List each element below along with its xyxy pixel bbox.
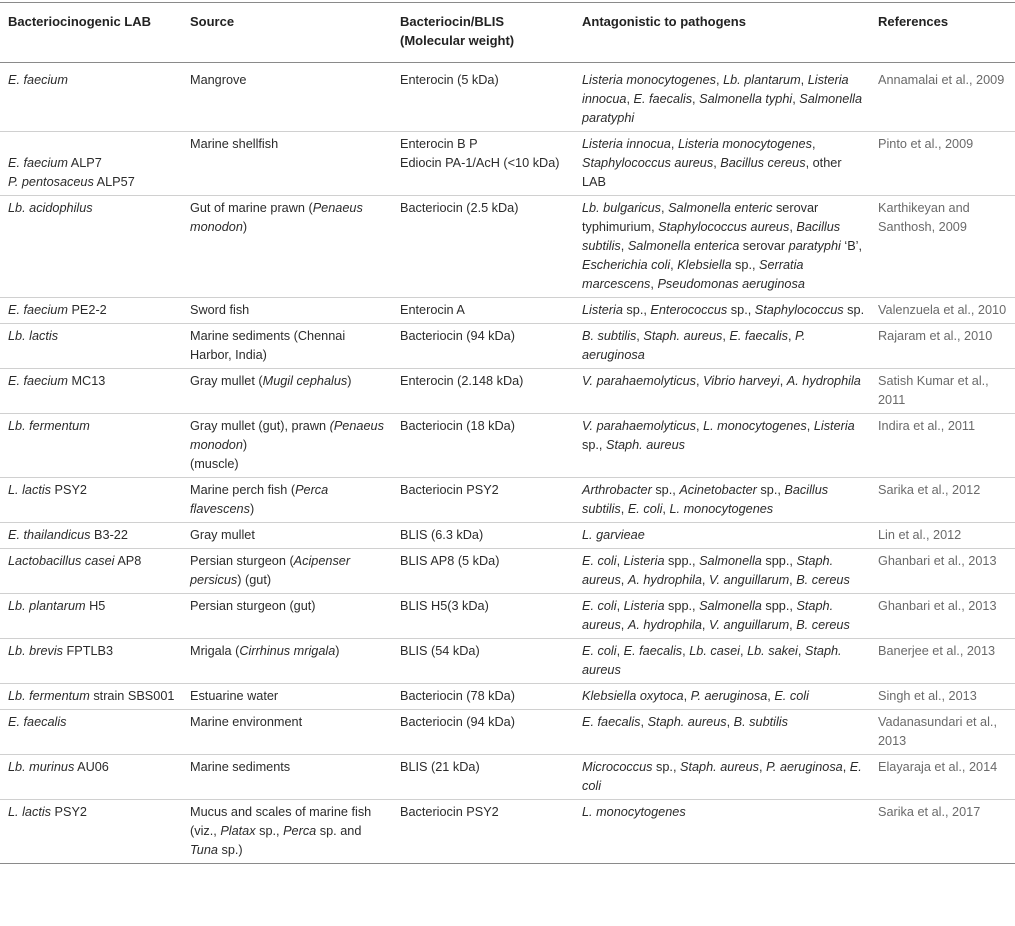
cell-lab: Lb. lactis: [8, 329, 59, 343]
cell-lab: Lactobacillus casei AP8: [8, 554, 142, 568]
cell-reference: Lin et al., 2012: [878, 528, 962, 542]
cell-reference: Sarika et al., 2012: [878, 483, 981, 497]
cell-lab: Lb. fermentum: [8, 419, 90, 433]
cell-reference: Pinto et al., 2009: [878, 137, 974, 151]
cell-source: Sword fish: [190, 303, 250, 317]
cell-pathogens: Micrococcus sp., Staph. aureus, P. aeruginosa, E. coli: [582, 760, 862, 793]
cell-source: Gray mullet: [190, 528, 255, 542]
cell-reference: Valenzuela et al., 2010: [878, 303, 1007, 317]
cell-reference: Ghanbari et al., 2013: [878, 554, 997, 568]
cell-bacteriocin: Bacteriocin (2.5 kDa): [400, 201, 519, 215]
cell-bacteriocin: BLIS AP8 (5 kDa): [400, 554, 500, 568]
cell-lab: L. lactis PSY2: [8, 805, 87, 819]
cell-reference: Indira et al., 2011: [878, 419, 976, 433]
cell-source: Gray mullet (gut), prawn (Penaeus monodon) (muscle): [190, 419, 384, 471]
cell-pathogens: E. coli, E. faecalis, Lb. casei, Lb. sakei, Staph. aureus: [582, 644, 842, 677]
cell-pathogens: B. subtilis, Staph. aureus, E. faecalis, P. aeruginosa: [582, 329, 806, 362]
table-row: [0, 196, 1015, 298]
table-row: [0, 800, 1015, 864]
cell-pathogens: E. coli, Listeria spp., Salmonella spp., Staph. aureus, A. hydrophila, V. anguillarum, B. cereus: [582, 554, 850, 587]
table-row: [0, 549, 1015, 594]
cell-source: Mangrove: [190, 73, 247, 87]
table-row: [0, 684, 1015, 710]
table-row: [0, 710, 1015, 755]
cell-bacteriocin: Enterocin B P Ediocin PA-1/AcH (<10 kDa): [400, 137, 560, 170]
cell-source: Marine sediments: [190, 760, 291, 774]
cell-pathogens: Listeria sp., Enterococcus sp., Staphylococcus sp.: [582, 303, 865, 317]
cell-bacteriocin: BLIS (54 kDa): [400, 644, 480, 658]
cell-lab: E. faecium MC13: [8, 374, 106, 388]
table-row: [0, 132, 1015, 196]
header-antagonistic: Antagonistic to pathogens: [582, 14, 746, 29]
cell-source: Gut of marine prawn (Penaeus monodon): [190, 201, 363, 234]
cell-bacteriocin: Bacteriocin (94 kDa): [400, 329, 515, 343]
table-row: [0, 414, 1015, 478]
table-body: [0, 63, 1015, 864]
cell-pathogens: L. garvieae: [582, 528, 645, 542]
cell-lab: Lb. fermentum strain SBS001: [8, 689, 175, 703]
cell-bacteriocin: Bacteriocin (78 kDa): [400, 689, 515, 703]
cell-pathogens: V. parahaemolyticus, L. monocytogenes, Listeria sp., Staph. aureus: [582, 419, 855, 452]
cell-reference: Ghanbari et al., 2013: [878, 599, 997, 613]
cell-bacteriocin: BLIS (6.3 kDa): [400, 528, 484, 542]
cell-reference: Sarika et al., 2017: [878, 805, 981, 819]
header-source: Source: [190, 14, 235, 29]
cell-bacteriocin: Bacteriocin (94 kDa): [400, 715, 515, 729]
cell-reference: Annamalai et al., 2009: [878, 73, 1005, 87]
cell-source: Marine sediments (Chennai Harbor, India): [190, 329, 346, 362]
cell-reference: Banerjee et al., 2013: [878, 644, 996, 658]
table-row: [0, 523, 1015, 549]
header-bacteriocin: Bacteriocin/BLIS (Molecular weight): [400, 14, 515, 48]
cell-bacteriocin: Enterocin (5 kDa): [400, 73, 499, 87]
cell-bacteriocin: BLIS (21 kDa): [400, 760, 480, 774]
cell-source: Persian sturgeon (gut): [190, 599, 316, 613]
cell-pathogens: Klebsiella oxytoca, P. aeruginosa, E. coli: [582, 689, 809, 703]
cell-source: Marine environment: [190, 715, 303, 729]
cell-reference: Elayaraja et al., 2014: [878, 760, 998, 774]
cell-lab: E. faecalis: [8, 715, 67, 729]
cell-reference: Karthikeyan and Santhosh, 2009: [878, 201, 970, 234]
table-row: [0, 478, 1015, 523]
cell-reference: Vadanasundari et al., 2013: [878, 715, 997, 748]
header-row: [0, 3, 1015, 63]
cell-bacteriocin: Bacteriocin PSY2: [400, 805, 499, 819]
cell-source: Persian sturgeon (Acipenser persicus) (gut): [190, 554, 351, 587]
cell-bacteriocin: Enterocin A: [400, 303, 465, 317]
header-lab: Bacteriocinogenic LAB: [8, 14, 152, 29]
table-row: [0, 594, 1015, 639]
cell-bacteriocin: Bacteriocin (18 kDa): [400, 419, 515, 433]
table-row: [0, 298, 1015, 324]
cell-pathogens: V. parahaemolyticus, Vibrio harveyi, A. hydrophila: [582, 374, 861, 388]
table-row: [0, 369, 1015, 414]
cell-source: Marine perch fish (Perca flavescens): [190, 483, 329, 516]
header-references: References: [878, 14, 949, 29]
table-row: [0, 639, 1015, 684]
cell-lab: L. lactis PSY2: [8, 483, 87, 497]
bacteriocin-table: [0, 2, 1015, 864]
table-row: [0, 755, 1015, 800]
cell-reference: Satish Kumar et al., 2011: [878, 374, 989, 407]
cell-lab: Lb. brevis FPTLB3: [8, 644, 114, 658]
cell-pathogens: E. coli, Listeria spp., Salmonella spp., Staph. aureus, A. hydrophila, V. anguillarum, B. cereus: [582, 599, 850, 632]
cell-pathogens: Listeria monocytogenes, Lb. plantarum, Listeria innocua, E. faecalis, Salmonella typhi, Salmonella paratyphi: [582, 73, 863, 125]
cell-reference: Singh et al., 2013: [878, 689, 977, 703]
cell-lab: E. thailandicus B3-22: [8, 528, 128, 542]
cell-lab: Lb. plantarum H5: [8, 599, 106, 613]
cell-lab: Lb. murinus AU06: [8, 760, 109, 774]
cell-source: Marine shellfish: [190, 137, 279, 151]
cell-reference: Rajaram et al., 2010: [878, 329, 993, 343]
cell-pathogens: Arthrobacter sp., Acinetobacter sp., Bacillus subtilis, E. coli, L. monocytogenes: [582, 483, 829, 516]
cell-bacteriocin: Bacteriocin PSY2: [400, 483, 499, 497]
cell-pathogens: Listeria innocua, Listeria monocytogenes, Staphylococcus aureus, Bacillus cereus, other LAB: [582, 137, 842, 189]
cell-pathogens: E. faecalis, Staph. aureus, B. subtilis: [582, 715, 788, 729]
cell-source: Mrigala (Cirrhinus mrigala): [190, 644, 340, 658]
table-row: [0, 63, 1015, 132]
table-row: [0, 324, 1015, 369]
cell-lab: Lb. acidophilus: [8, 201, 93, 215]
cell-bacteriocin: BLIS H5(3 kDa): [400, 599, 489, 613]
cell-lab: E. faecium ALP7 P. pentosaceus ALP57: [8, 156, 135, 189]
cell-bacteriocin: Enterocin (2.148 kDa): [400, 374, 524, 388]
cell-lab: E. faecium: [8, 73, 68, 87]
cell-lab: E. faecium PE2-2: [8, 303, 107, 317]
cell-pathogens: Lb. bulgaricus, Salmonella enteric serovar typhimurium, Staphylococcus aureus, Bacillus subtilis, Salmonella enterica serovar paratyphi ‘B’, Escherichia coli, Klebsiella sp., Serratia marcescens, Pseudomonas aeruginosa: [582, 201, 862, 291]
cell-source: Mucus and scales of marine fish (viz., Platax sp., Perca sp. and Tuna sp.): [190, 805, 372, 857]
cell-source: Gray mullet (Mugil cephalus): [190, 374, 352, 388]
cell-source: Estuarine water: [190, 689, 279, 703]
cell-pathogens: L. monocytogenes: [582, 805, 686, 819]
